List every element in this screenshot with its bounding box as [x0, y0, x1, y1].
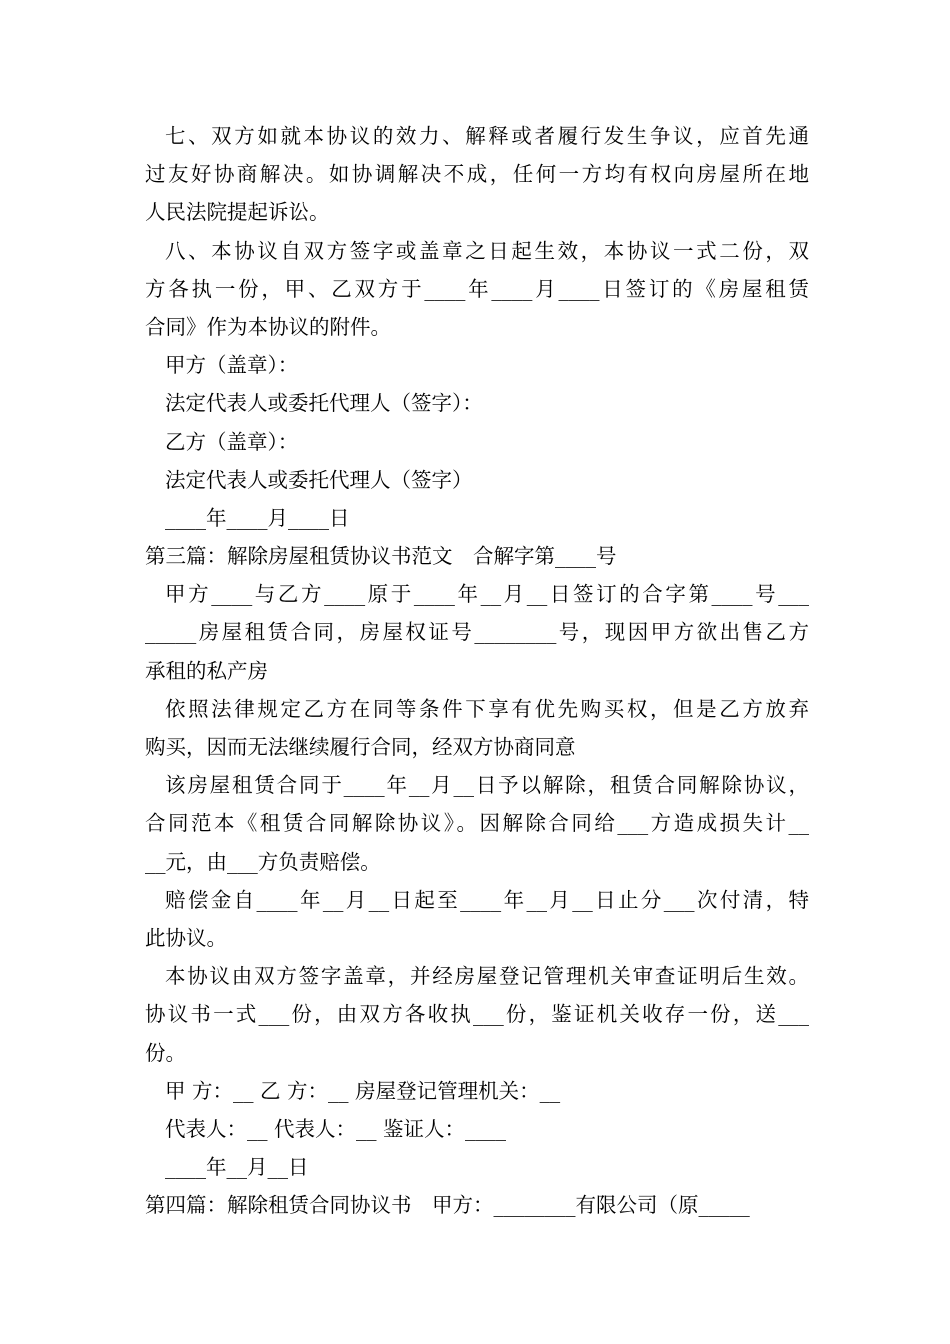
text-line: 该房屋租赁合同于____年__月__日予以解除，租赁合同解除协议，	[165, 773, 809, 798]
text-line: 甲方____与乙方____原于____年__月__日签订的合字第____号___	[165, 582, 809, 607]
signature-label: 代表人：__ 代表人：__ 鉴证人：____	[165, 1116, 507, 1141]
text-line: 份。	[145, 1040, 186, 1065]
text-line: _____房屋租赁合同，房屋权证号________号，现因甲方欲出售乙方	[145, 620, 809, 645]
text-line: 七、双方如就本协议的效力、解释或者履行发生争议，应首先通	[165, 124, 809, 148]
text-line: 承租的私产房	[145, 658, 268, 683]
text-line: 方各执一份，甲、乙双方于____年____月____日签订的《房屋租赁	[145, 276, 809, 301]
text-line: __元，由___方负责赔偿。	[145, 849, 381, 874]
text-line: 赔偿金自____年__月__日起至____年__月__日止分___次付清，特	[165, 887, 809, 912]
signature-label: 乙方（盖章）：	[165, 429, 299, 454]
text-line: 合同范本《租赁合同解除协议》。因解除合同给___方造成损失计__	[145, 811, 809, 836]
date-line: ____年__月__日	[165, 1155, 309, 1180]
section-heading: 第四篇：解除租赁合同协议书 甲方：________有限公司（原_____	[145, 1193, 750, 1218]
text-line: 本协议由双方签字盖章，并经房屋登记管理机关审查证明后生效。	[165, 964, 809, 989]
text-line: 依照法律规定乙方在同等条件下享有优先购买权，但是乙方放弃	[165, 696, 809, 721]
document-page	[145, 117, 809, 1224]
signature-label: 法定代表人或委托代理人（签字）：	[165, 391, 483, 416]
signature-label: 法定代表人或委托代理人（签字）	[165, 467, 473, 492]
signature-label: 甲方（盖章）：	[165, 353, 299, 378]
text-line: 人民法院提起诉讼。	[145, 200, 330, 225]
text-line: 购买，因而无法继续履行合同，经双方协商同意	[145, 735, 576, 759]
date-line: ____年____月____日	[165, 505, 350, 530]
text-line: 协议书一式___份，由双方各收执___份，鉴证机关收存一份，送___	[145, 1002, 809, 1027]
text-line: 过友好协商解决。如协调解决不成，任何一方均有权向房屋所在地	[145, 162, 809, 187]
text-line: 合同》作为本协议的附件。	[145, 314, 391, 339]
text-line: 八、本协议自双方签字或盖章之日起生效，本协议一式二份，双	[165, 238, 809, 263]
text-line: 此协议。	[145, 925, 227, 950]
section-heading: 第三篇：解除房屋租赁协议书范文 合解字第____号	[145, 544, 617, 569]
signature-label: 甲 方：__ 乙 方：__ 房屋登记管理机关：__	[165, 1078, 561, 1103]
